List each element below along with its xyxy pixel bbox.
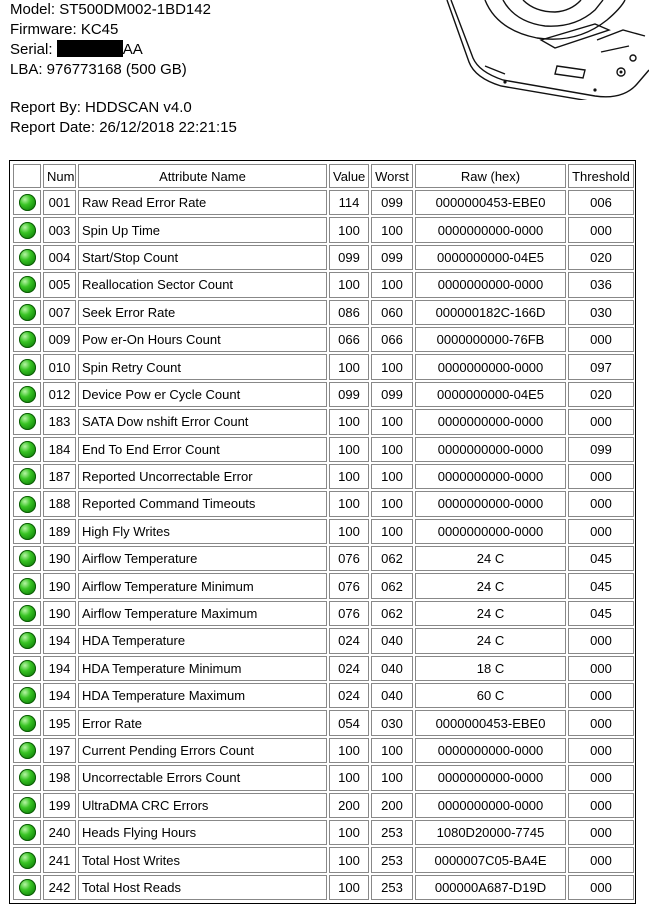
value-cell: 114 xyxy=(329,190,369,215)
num-cell: 190 xyxy=(43,601,76,626)
value-cell: 100 xyxy=(329,765,369,790)
num-column-header: Num xyxy=(43,164,76,188)
status-ok-icon xyxy=(19,249,36,266)
status-indicator-cell xyxy=(13,354,41,379)
value-cell: 100 xyxy=(329,875,369,900)
value-cell: 100 xyxy=(329,437,369,462)
status-indicator-cell xyxy=(13,738,41,763)
threshold-cell: 020 xyxy=(568,382,634,407)
threshold-cell: 097 xyxy=(568,354,634,379)
status-indicator-cell xyxy=(13,875,41,900)
num-cell: 009 xyxy=(43,327,76,352)
threshold-cell: 000 xyxy=(568,656,634,681)
attribute-name-cell: Total Host Writes xyxy=(78,847,327,872)
table-row xyxy=(13,437,634,462)
value-cell: 066 xyxy=(329,327,369,352)
status-indicator-cell xyxy=(13,327,41,352)
raw-cell: 0000000000-0000 xyxy=(415,217,566,242)
threshold-cell: 000 xyxy=(568,710,634,735)
threshold-column-header: Threshold xyxy=(568,164,634,188)
value-cell: 100 xyxy=(329,820,369,845)
status-indicator-cell xyxy=(13,437,41,462)
worst-cell: 099 xyxy=(371,382,413,407)
attribute-name-cell: Spin Retry Count xyxy=(78,354,327,379)
table-row xyxy=(13,710,634,735)
raw-cell: 60 C xyxy=(415,683,566,708)
table-row xyxy=(13,272,634,297)
worst-cell: 100 xyxy=(371,765,413,790)
value-cell: 100 xyxy=(329,491,369,516)
status-indicator-cell xyxy=(13,245,41,270)
worst-cell: 040 xyxy=(371,628,413,653)
threshold-cell: 000 xyxy=(568,738,634,763)
status-ok-icon xyxy=(19,441,36,458)
threshold-cell: 000 xyxy=(568,765,634,790)
table-row xyxy=(13,491,634,516)
attribute-name-cell: Airflow Temperature Minimum xyxy=(78,573,327,598)
table-row xyxy=(13,738,634,763)
smart-attributes-table xyxy=(11,162,636,902)
status-ok-icon xyxy=(19,304,36,321)
worst-cell: 200 xyxy=(371,793,413,818)
table-row xyxy=(13,683,634,708)
threshold-cell: 045 xyxy=(568,546,634,571)
status-indicator-cell xyxy=(13,710,41,735)
table-row xyxy=(13,245,634,270)
num-cell: 005 xyxy=(43,272,76,297)
table-row xyxy=(13,765,634,790)
status-indicator-cell xyxy=(13,519,41,544)
status-ok-icon xyxy=(19,797,36,814)
serial-label: Serial: xyxy=(10,41,53,58)
raw-cell: 0000007C05-BA4E xyxy=(415,847,566,872)
status-indicator-cell xyxy=(13,272,41,297)
raw-cell: 24 C xyxy=(415,628,566,653)
worst-cell: 100 xyxy=(371,738,413,763)
status-ok-icon xyxy=(19,331,36,348)
raw-cell: 0000000000-0000 xyxy=(415,793,566,818)
status-indicator-cell xyxy=(13,409,41,434)
threshold-cell: 000 xyxy=(568,820,634,845)
worst-cell: 100 xyxy=(371,409,413,434)
value-cell: 054 xyxy=(329,710,369,735)
lba-text: LBA: 976773168 (500 GB) xyxy=(10,61,187,78)
table-row xyxy=(13,464,634,489)
raw-cell: 000000182C-166D xyxy=(415,300,566,325)
attribute-name-cell: Current Pending Errors Count xyxy=(78,738,327,763)
threshold-cell: 030 xyxy=(568,300,634,325)
status-ok-icon xyxy=(19,715,36,732)
threshold-cell: 000 xyxy=(568,464,634,489)
worst-column-header: Worst xyxy=(371,164,413,188)
num-cell: 003 xyxy=(43,217,76,242)
attribute-name-cell: Heads Flying Hours xyxy=(78,820,327,845)
raw-cell: 0000000000-04E5 xyxy=(415,245,566,270)
table-row xyxy=(13,875,634,900)
status-ok-icon xyxy=(19,687,36,704)
status-indicator-cell xyxy=(13,300,41,325)
table-row xyxy=(13,546,634,571)
attribute-name-cell: Reallocation Sector Count xyxy=(78,272,327,297)
threshold-cell: 045 xyxy=(568,573,634,598)
attribute-name-cell: HDA Temperature Minimum xyxy=(78,656,327,681)
attribute-name-cell: High Fly Writes xyxy=(78,519,327,544)
worst-cell: 099 xyxy=(371,190,413,215)
raw-cell: 0000000000-0000 xyxy=(415,738,566,763)
table-row xyxy=(13,354,634,379)
attribute-name-cell: Seek Error Rate xyxy=(78,300,327,325)
status-indicator-cell xyxy=(13,217,41,242)
raw-cell: 1080D20000-7745 xyxy=(415,820,566,845)
worst-cell: 040 xyxy=(371,656,413,681)
status-indicator-cell xyxy=(13,601,41,626)
num-cell: 004 xyxy=(43,245,76,270)
threshold-cell: 020 xyxy=(568,245,634,270)
status-indicator-cell xyxy=(13,573,41,598)
num-cell: 198 xyxy=(43,765,76,790)
threshold-cell: 000 xyxy=(568,409,634,434)
raw-cell: 0000000453-EBE0 xyxy=(415,190,566,215)
threshold-cell: 000 xyxy=(568,519,634,544)
attribute-name-cell: Spin Up Time xyxy=(78,217,327,242)
table-row xyxy=(13,217,634,242)
raw-cell: 0000000000-0000 xyxy=(415,354,566,379)
raw-cell: 0000000000-76FB xyxy=(415,327,566,352)
num-cell: 188 xyxy=(43,491,76,516)
threshold-cell: 000 xyxy=(568,875,634,900)
value-cell: 099 xyxy=(329,245,369,270)
worst-cell: 066 xyxy=(371,327,413,352)
table-row xyxy=(13,300,634,325)
num-cell: 197 xyxy=(43,738,76,763)
threshold-cell: 045 xyxy=(568,601,634,626)
table-row xyxy=(13,409,634,434)
worst-cell: 100 xyxy=(371,272,413,297)
status-ok-icon xyxy=(19,496,36,513)
num-cell: 194 xyxy=(43,628,76,653)
num-cell: 001 xyxy=(43,190,76,215)
status-ok-icon xyxy=(19,276,36,293)
status-ok-icon xyxy=(19,222,36,239)
threshold-cell: 000 xyxy=(568,683,634,708)
num-cell: 194 xyxy=(43,656,76,681)
num-cell: 241 xyxy=(43,847,76,872)
table-row xyxy=(13,190,634,215)
serial-line xyxy=(10,40,237,60)
worst-cell: 253 xyxy=(371,847,413,872)
worst-cell: 100 xyxy=(371,491,413,516)
table-row xyxy=(13,327,634,352)
worst-cell: 040 xyxy=(371,683,413,708)
raw-cell: 24 C xyxy=(415,573,566,598)
raw-cell: 000000A687-D19D xyxy=(415,875,566,900)
value-cell: 100 xyxy=(329,738,369,763)
worst-cell: 100 xyxy=(371,354,413,379)
status-indicator-cell xyxy=(13,190,41,215)
value-column-header: Value xyxy=(329,164,369,188)
table-row xyxy=(13,793,634,818)
status-ok-icon xyxy=(19,879,36,896)
attribute-name-cell: Pow er-On Hours Count xyxy=(78,327,327,352)
worst-cell: 253 xyxy=(371,820,413,845)
status-ok-icon xyxy=(19,194,36,211)
num-cell: 190 xyxy=(43,546,76,571)
status-ok-icon xyxy=(19,468,36,485)
value-cell: 100 xyxy=(329,519,369,544)
raw-cell: 0000000000-0000 xyxy=(415,272,566,297)
smart-attributes-panel xyxy=(9,160,636,904)
value-cell: 024 xyxy=(329,628,369,653)
value-cell: 100 xyxy=(329,217,369,242)
raw-cell: 0000000453-EBE0 xyxy=(415,710,566,735)
value-cell: 086 xyxy=(329,300,369,325)
num-cell: 010 xyxy=(43,354,76,379)
status-ok-icon xyxy=(19,769,36,786)
status-ok-icon xyxy=(19,605,36,622)
table-row xyxy=(13,656,634,681)
raw-cell: 18 C xyxy=(415,656,566,681)
status-ok-icon xyxy=(19,852,36,869)
value-cell: 100 xyxy=(329,464,369,489)
report-date-text: Report Date: 26/12/2018 22:21:15 xyxy=(10,119,237,136)
status-ok-icon xyxy=(19,742,36,759)
worst-cell: 100 xyxy=(371,519,413,544)
status-ok-icon xyxy=(19,578,36,595)
value-cell: 099 xyxy=(329,382,369,407)
value-cell: 076 xyxy=(329,601,369,626)
value-cell: 200 xyxy=(329,793,369,818)
status-indicator-cell xyxy=(13,491,41,516)
attribute-name-cell: Reported Uncorrectable Error xyxy=(78,464,327,489)
status-ok-icon xyxy=(19,359,36,376)
status-ok-icon xyxy=(19,824,36,841)
status-indicator-cell xyxy=(13,793,41,818)
status-ok-icon xyxy=(19,523,36,540)
worst-cell: 100 xyxy=(371,217,413,242)
report-by-text: Report By: HDDSCAN v4.0 xyxy=(10,99,192,116)
num-cell: 242 xyxy=(43,875,76,900)
status-indicator-cell xyxy=(13,847,41,872)
table-row xyxy=(13,847,634,872)
threshold-cell: 000 xyxy=(568,847,634,872)
worst-cell: 062 xyxy=(371,601,413,626)
num-cell: 184 xyxy=(43,437,76,462)
num-cell: 195 xyxy=(43,710,76,735)
worst-cell: 060 xyxy=(371,300,413,325)
status-indicator-cell xyxy=(13,464,41,489)
model-text: Model: ST500DM002-1BD142 xyxy=(10,1,211,18)
threshold-cell: 000 xyxy=(568,327,634,352)
num-cell: 194 xyxy=(43,683,76,708)
num-cell: 183 xyxy=(43,409,76,434)
attribute-name-cell: HDA Temperature Maximum xyxy=(78,683,327,708)
status-ok-icon xyxy=(19,413,36,430)
num-cell: 199 xyxy=(43,793,76,818)
num-cell: 012 xyxy=(43,382,76,407)
status-indicator-cell xyxy=(13,765,41,790)
raw-cell: 0000000000-04E5 xyxy=(415,382,566,407)
threshold-cell: 036 xyxy=(568,272,634,297)
worst-cell: 062 xyxy=(371,573,413,598)
attribute-name-cell: Device Pow er Cycle Count xyxy=(78,382,327,407)
worst-cell: 062 xyxy=(371,546,413,571)
num-cell: 190 xyxy=(43,573,76,598)
value-cell: 076 xyxy=(329,546,369,571)
attribute-name-cell: Error Rate xyxy=(78,710,327,735)
attribute-name-cell: End To End Error Count xyxy=(78,437,327,462)
attribute-name-cell: Airflow Temperature Maximum xyxy=(78,601,327,626)
raw-cell: 0000000000-0000 xyxy=(415,519,566,544)
table-row xyxy=(13,628,634,653)
status-indicator-cell xyxy=(13,382,41,407)
num-cell: 007 xyxy=(43,300,76,325)
value-cell: 100 xyxy=(329,409,369,434)
attribute-name-column-header: Attribute Name xyxy=(78,164,327,188)
worst-cell: 100 xyxy=(371,464,413,489)
num-cell: 240 xyxy=(43,820,76,845)
status-indicator-cell xyxy=(13,628,41,653)
value-cell: 024 xyxy=(329,683,369,708)
serial-suffix: AA xyxy=(122,41,143,58)
attribute-name-cell: SATA Dow nshift Error Count xyxy=(78,409,327,434)
status-ok-icon xyxy=(19,386,36,403)
attribute-name-cell: UltraDMA CRC Errors xyxy=(78,793,327,818)
table-row xyxy=(13,573,634,598)
raw-cell: 0000000000-0000 xyxy=(415,437,566,462)
threshold-cell: 006 xyxy=(568,190,634,215)
threshold-cell: 000 xyxy=(568,628,634,653)
value-cell: 100 xyxy=(329,847,369,872)
attribute-name-cell: Start/Stop Count xyxy=(78,245,327,270)
threshold-cell: 000 xyxy=(568,217,634,242)
status-indicator-cell xyxy=(13,546,41,571)
worst-cell: 253 xyxy=(371,875,413,900)
table-row xyxy=(13,601,634,626)
threshold-cell: 000 xyxy=(568,491,634,516)
value-cell: 100 xyxy=(329,354,369,379)
raw-cell: 0000000000-0000 xyxy=(415,491,566,516)
worst-cell: 099 xyxy=(371,245,413,270)
value-cell: 100 xyxy=(329,272,369,297)
hard-drive-icon xyxy=(445,0,649,100)
threshold-cell: 000 xyxy=(568,793,634,818)
status-indicator-cell xyxy=(13,820,41,845)
firmware-text: Firmware: KC45 xyxy=(10,21,119,38)
attribute-name-cell: Uncorrectable Errors Count xyxy=(78,765,327,790)
raw-cell: 24 C xyxy=(415,601,566,626)
threshold-cell: 099 xyxy=(568,437,634,462)
status-ok-icon xyxy=(19,660,36,677)
table-row xyxy=(13,519,634,544)
attribute-name-cell: Reported Command Timeouts xyxy=(78,491,327,516)
raw-cell: 0000000000-0000 xyxy=(415,464,566,489)
worst-cell: 030 xyxy=(371,710,413,735)
serial-redaction-block xyxy=(57,40,123,57)
status-ok-icon xyxy=(19,550,36,567)
table-row xyxy=(13,382,634,407)
attribute-name-cell: Raw Read Error Rate xyxy=(78,190,327,215)
status-ok-icon xyxy=(19,632,36,649)
num-cell: 189 xyxy=(43,519,76,544)
raw-column-header: Raw (hex) xyxy=(415,164,566,188)
table-header-row xyxy=(13,164,634,188)
status-indicator-cell xyxy=(13,683,41,708)
worst-cell: 100 xyxy=(371,437,413,462)
attribute-name-cell: Total Host Reads xyxy=(78,875,327,900)
raw-cell: 0000000000-0000 xyxy=(415,409,566,434)
table-row xyxy=(13,820,634,845)
table-body xyxy=(13,190,634,900)
num-cell: 187 xyxy=(43,464,76,489)
drive-info xyxy=(10,0,237,138)
attribute-name-cell: HDA Temperature xyxy=(78,628,327,653)
raw-cell: 24 C xyxy=(415,546,566,571)
status-indicator-cell xyxy=(13,656,41,681)
attribute-name-cell: Airflow Temperature xyxy=(78,546,327,571)
value-cell: 076 xyxy=(329,573,369,598)
value-cell: 024 xyxy=(329,656,369,681)
status-column-header xyxy=(13,164,41,188)
raw-cell: 0000000000-0000 xyxy=(415,765,566,790)
